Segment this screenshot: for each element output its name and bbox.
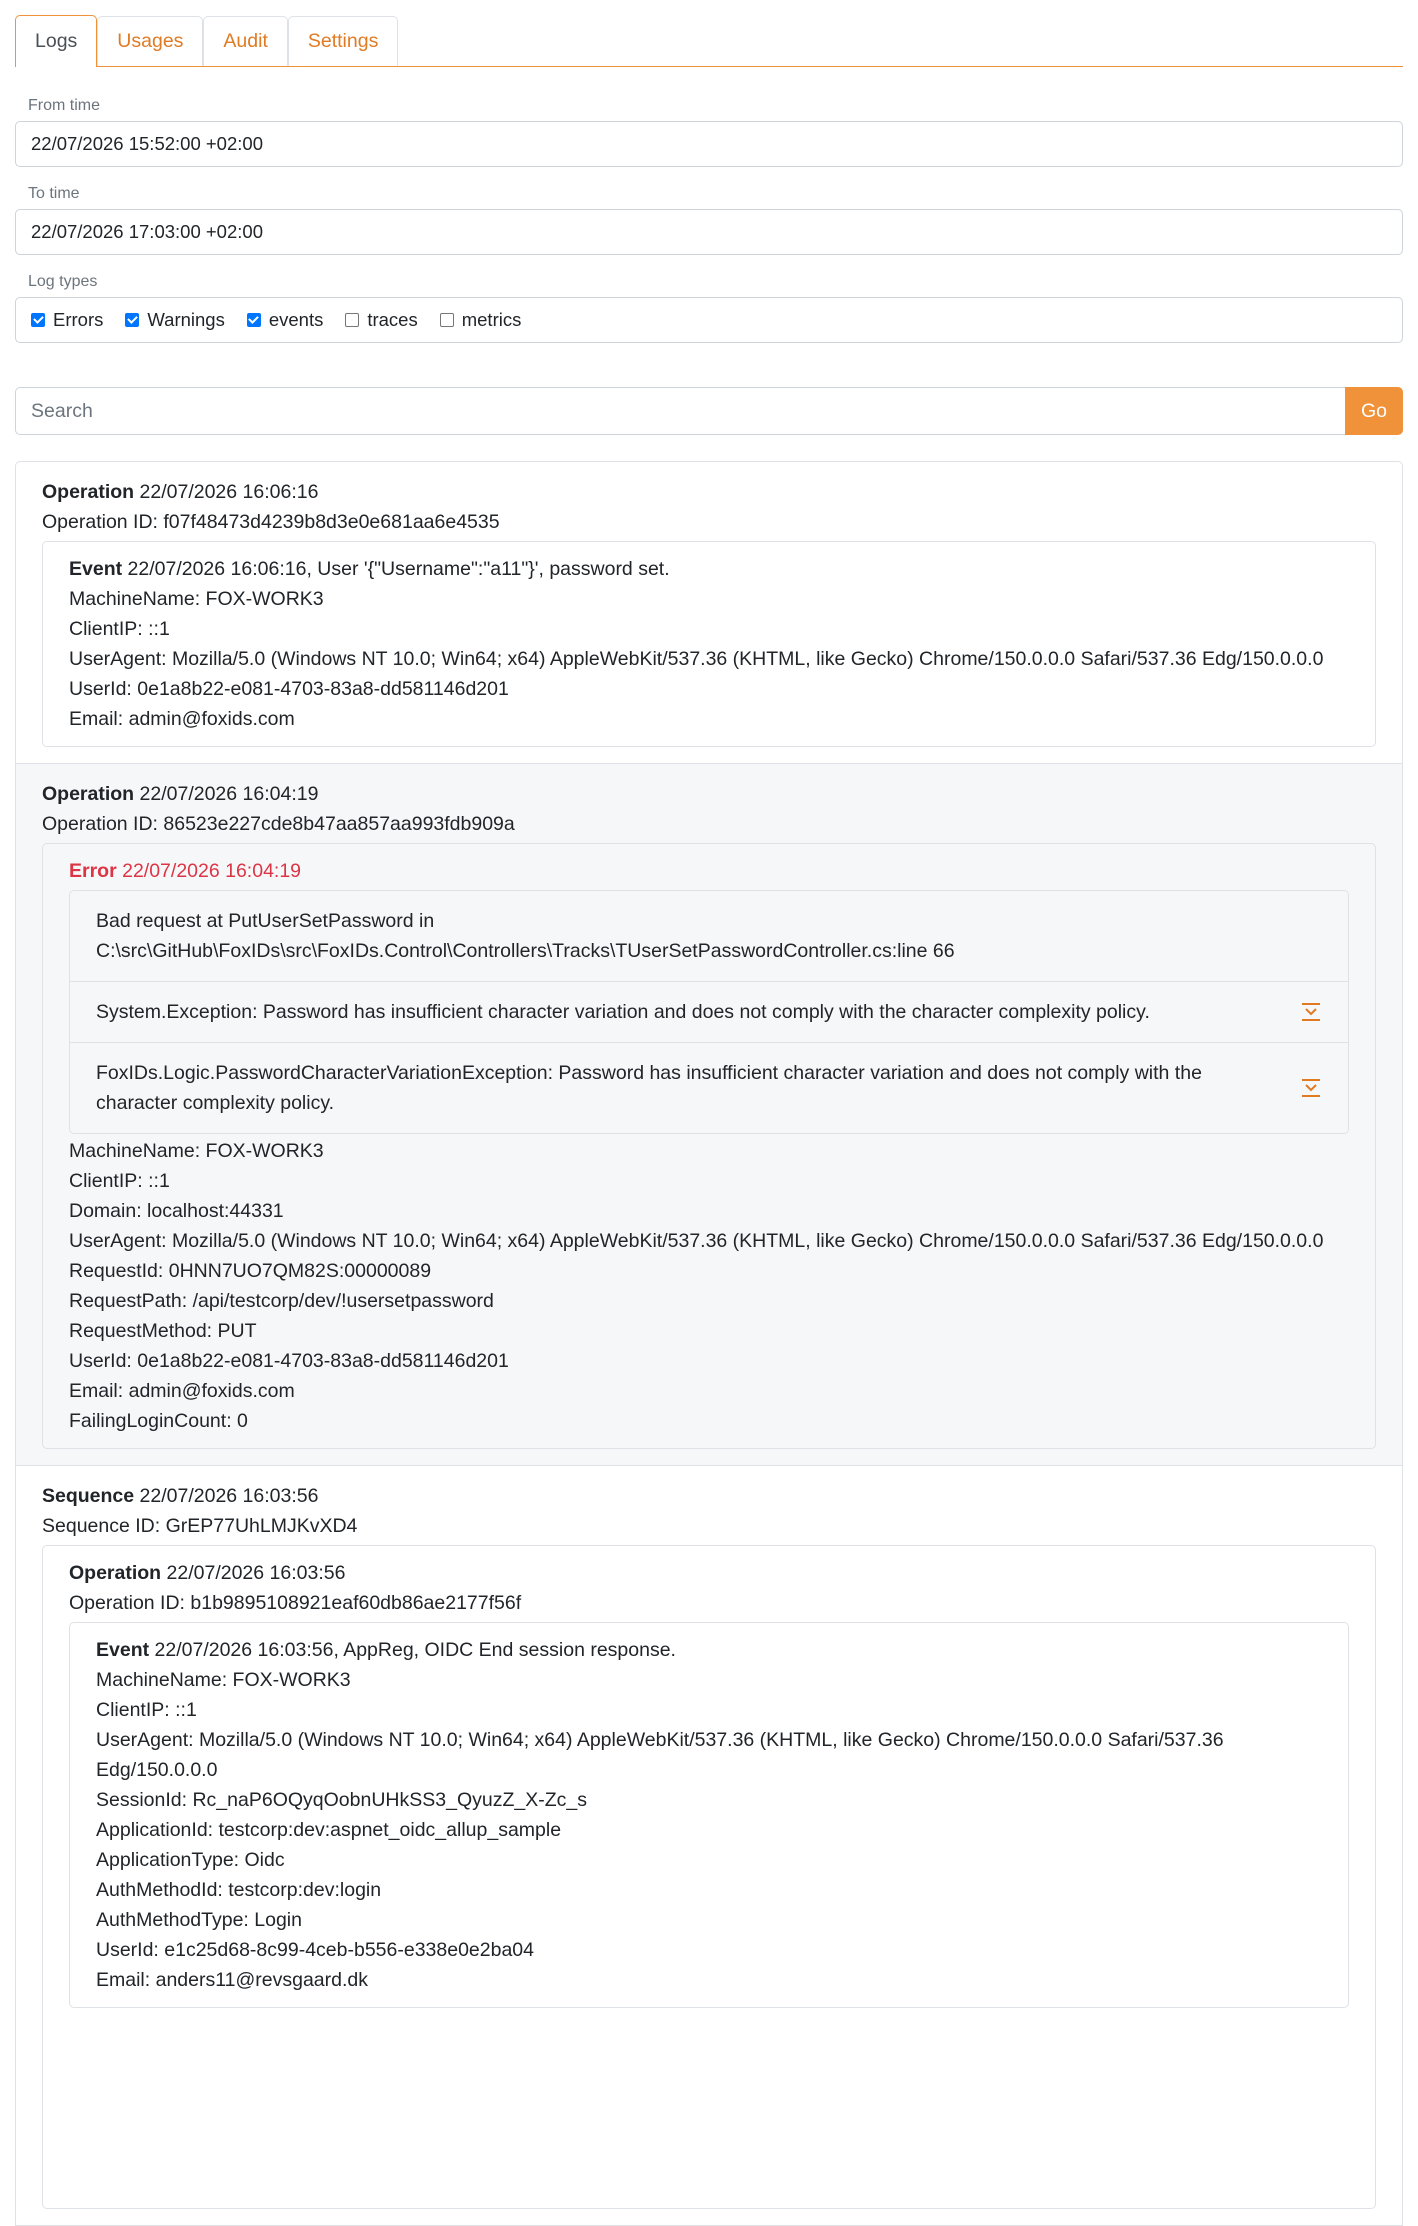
tab-audit[interactable]: Audit xyxy=(203,16,287,66)
prop-line: SessionId: Rc_naP6OQyqOobnUHkSS3_QyuzZ_X-Zc_s xyxy=(96,1789,587,1811)
error-card xyxy=(42,843,1376,1449)
log-item-operation[interactable] xyxy=(16,764,1402,1466)
expand-details-icon[interactable] xyxy=(1300,1001,1322,1023)
error-title: Error xyxy=(69,860,117,882)
checkbox-unchecked-icon[interactable] xyxy=(345,313,359,327)
operation-header xyxy=(42,779,1376,809)
to-time-input[interactable]: 22/07/2026 17:03:00 +02:00 xyxy=(15,209,1403,255)
operation-header xyxy=(69,1558,1349,1588)
event-card xyxy=(42,541,1376,747)
log-item-sequence[interactable] xyxy=(16,1466,1402,2226)
operation-time: 22/07/2026 16:04:19 xyxy=(139,783,319,805)
prop-line: UserId: 0e1a8b22-e081-4703-83a8-dd581146d201 xyxy=(69,1350,509,1372)
exception-text: C:\src\GitHub\FoxIDs\src\FoxIDs.Control\Controllers\Tracks\TUserSetPasswordController.cs:line 66 xyxy=(96,940,955,962)
prop-line: ClientIP: ::1 xyxy=(69,618,170,640)
prop-line: Email: admin@foxids.com xyxy=(69,708,295,730)
log-types-label: Log types xyxy=(28,273,98,290)
operation-title: Operation xyxy=(42,481,135,503)
prop-line: AuthMethodId: testcorp:dev:login xyxy=(96,1879,382,1901)
event-text: 22/07/2026 16:03:56, AppReg, OIDC End session response. xyxy=(154,1639,676,1661)
prop-line: ClientIP: ::1 xyxy=(69,1170,170,1192)
prop-line: ApplicationType: Oidc xyxy=(96,1849,285,1871)
checkbox-checked-icon[interactable] xyxy=(247,313,261,327)
prop-line: UserAgent: Mozilla/5.0 (Windows NT 10.0; Win64; x64) AppleWebKit/537.36 (KHTML, like Gecko) Chrome/150.0.0.0 Safari/537.36 Edg/150.0.0.0 xyxy=(69,1230,1324,1252)
tab-bar xyxy=(15,15,1403,67)
prop-line: UserId: 0e1a8b22-e081-4703-83a8-dd581146d201 xyxy=(69,678,509,700)
prop-line: Email: anders11@revsgaard.dk xyxy=(96,1969,368,1991)
to-time-label: To time xyxy=(28,185,80,202)
search-bar xyxy=(15,387,1403,435)
event-card xyxy=(69,1622,1349,2008)
metrics-checkbox[interactable] xyxy=(440,309,522,331)
go-button[interactable]: Go xyxy=(1345,387,1403,435)
prop-line: MachineName: FOX-WORK3 xyxy=(69,1140,324,1162)
tab-usages[interactable]: Usages xyxy=(97,16,203,66)
prop-line: RequestMethod: PUT xyxy=(69,1320,257,1342)
exception-text: FoxIDs.Logic.PasswordCharacterVariationException: Password has insufficient character variation and does not comply with the character complexity policy. xyxy=(96,1062,1202,1114)
event-title: Event xyxy=(69,558,123,580)
traces-checkbox[interactable] xyxy=(345,309,417,331)
metrics-label: metrics xyxy=(461,309,522,330)
prop-line: MachineName: FOX-WORK3 xyxy=(96,1669,351,1691)
log-item-operation[interactable] xyxy=(16,462,1402,764)
operation-time: 22/07/2026 16:06:16 xyxy=(139,481,319,503)
checkbox-unchecked-icon[interactable] xyxy=(440,313,454,327)
prop-line: UserAgent: Mozilla/5.0 (Windows NT 10.0; Win64; x64) AppleWebKit/537.36 (KHTML, like Gecko) Chrome/150.0.0.0 Safari/537.36 Edg/150.0.0.0 xyxy=(69,648,1324,670)
from-time-label: From time xyxy=(28,97,100,114)
operation-id: Operation ID: 86523e227cde8b47aa857aa993fdb909a xyxy=(42,813,515,835)
prop-line: RequestId: 0HNN7UO7QM82S:00000089 xyxy=(69,1260,432,1282)
exception-text: Bad request at PutUserSetPassword in xyxy=(96,910,435,932)
operation-header xyxy=(42,477,1376,507)
sequence-time: 22/07/2026 16:03:56 xyxy=(139,1485,319,1507)
operation-title: Operation xyxy=(42,783,135,805)
tab-settings[interactable]: Settings xyxy=(288,16,398,66)
sequence-id: Sequence ID: GrEP77UhLMJKvXD4 xyxy=(42,1515,358,1537)
warnings-label: Warnings xyxy=(147,309,225,330)
sequence-operation-card xyxy=(42,1545,1376,2209)
search-input[interactable]: Search xyxy=(15,387,1345,435)
exception-text: System.Exception: Password has insufficient character variation and does not comply with the character complexity policy. xyxy=(96,1001,1150,1023)
prop-line: FailingLoginCount: 0 xyxy=(69,1410,248,1432)
exception-row xyxy=(70,891,1348,982)
events-label: events xyxy=(268,309,324,330)
exception-row xyxy=(70,982,1348,1043)
event-header xyxy=(96,1635,1322,1665)
prop-line: Email: admin@foxids.com xyxy=(69,1380,295,1402)
operation-id: Operation ID: f07f48473d4239b8d3e0e681aa6e4535 xyxy=(42,511,500,533)
event-header xyxy=(69,554,1349,584)
prop-line: Domain: localhost:44331 xyxy=(69,1200,284,1222)
log-list xyxy=(15,461,1403,2226)
operation-title: Operation xyxy=(69,1562,162,1584)
prop-line: MachineName: FOX-WORK3 xyxy=(69,588,324,610)
prop-line: UserAgent: Mozilla/5.0 (Windows NT 10.0; Win64; x64) AppleWebKit/537.36 (KHTML, like Gecko) Chrome/150.0.0.0 Safari/537.36 Edg/150.0.0.0 xyxy=(96,1729,1224,1781)
from-time-input[interactable]: 22/07/2026 15:52:00 +02:00 xyxy=(15,121,1403,167)
traces-label: traces xyxy=(367,309,418,330)
prop-line: ApplicationId: testcorp:dev:aspnet_oidc_allup_sample xyxy=(96,1819,562,1841)
errors-label: Errors xyxy=(53,309,104,330)
event-title: Event xyxy=(96,1639,150,1661)
errors-checkbox[interactable] xyxy=(31,309,103,331)
operation-time: 22/07/2026 16:03:56 xyxy=(166,1562,346,1584)
prop-line: AuthMethodType: Login xyxy=(96,1909,302,1931)
exception-row xyxy=(70,1043,1348,1133)
warnings-checkbox[interactable] xyxy=(125,309,224,331)
events-checkbox[interactable] xyxy=(247,309,324,331)
log-types-group xyxy=(15,297,1403,343)
checkbox-checked-icon[interactable] xyxy=(31,313,45,327)
error-header xyxy=(69,856,1349,886)
prop-line: ClientIP: ::1 xyxy=(96,1699,197,1721)
event-text: 22/07/2026 16:06:16, User '{"Username":"a11"}', password set. xyxy=(127,558,670,580)
prop-line: UserId: e1c25d68-8c99-4ceb-b556-e338e0e2ba04 xyxy=(96,1939,534,1961)
operation-id: Operation ID: b1b9895108921eaf60db86ae2177f56f xyxy=(69,1592,522,1614)
sequence-header xyxy=(42,1481,1376,1511)
checkbox-checked-icon[interactable] xyxy=(125,313,139,327)
tab-logs[interactable]: Logs xyxy=(15,15,97,67)
sequence-title: Sequence xyxy=(42,1485,135,1507)
error-time: 22/07/2026 16:04:19 xyxy=(122,860,302,882)
expand-details-icon[interactable] xyxy=(1300,1077,1322,1099)
exception-list xyxy=(69,890,1349,1134)
prop-line: RequestPath: /api/testcorp/dev/!usersetpassword xyxy=(69,1290,494,1312)
